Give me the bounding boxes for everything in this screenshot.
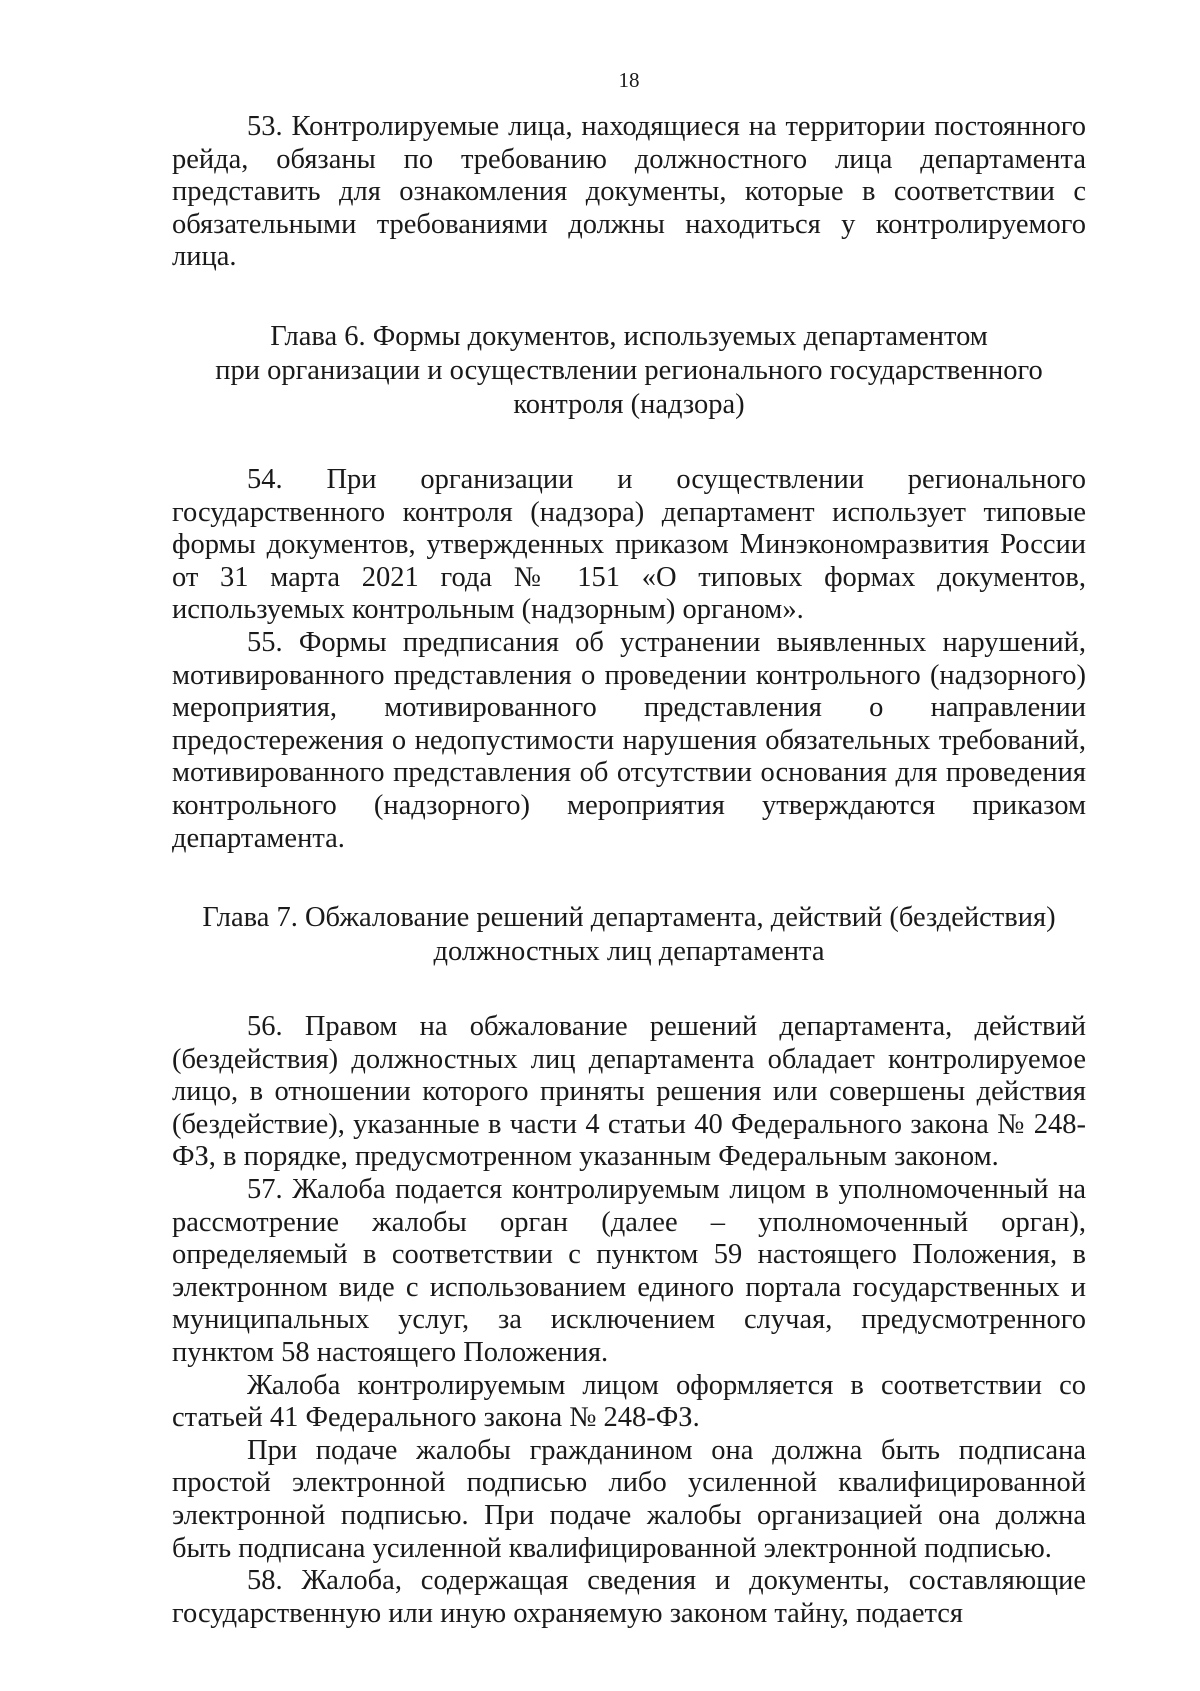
paragraph-54: 54. При организации и осуществлении регионального государственного контроля (надзора) департамент использует типовые формы документов, утвержденных приказом Минэкономразвития России от 31 марта 2021 года № 151 «О типовых формах документов, используемых контрольным (надзорным) органом». [172, 463, 1086, 626]
spacer [172, 969, 1086, 1011]
paragraph-57-signature: При подаче жалобы гражданином она должна быть подписана простой электронной подписью либо усиленной квалифицированной электронной подписью. При подаче жалобы организацией она должна быть подписана усиленной квалифицированной электронной подписью. [172, 1434, 1086, 1564]
chapter-7-heading [172, 901, 1086, 969]
paragraph-57: 57. Жалоба подается контролируемым лицом в уполномоченный на рассмотрение жалобы орган (далее – уполномоченный орган), определяемый в соответствии с пунктом 59 настоящего Положения, в электронном виде с использованием единого портала государственных и муниципальных услуг, за исключением случая, предусмотренного пунктом 58 настоящего Положения. [172, 1174, 1086, 1369]
spacer [172, 274, 1086, 320]
chapter-7-heading-line-2: должностных лиц департамента [433, 936, 825, 968]
chapter-6-heading-line-2: при организации и осуществлении регионального государственного [215, 354, 1043, 386]
paragraph-57-complaint-form: Жалоба контролируемым лицом оформляется в соответствии со статьей 41 Федерального закона № 248-ФЗ. [172, 1369, 1086, 1434]
chapter-6-heading [172, 320, 1086, 422]
chapter-7-heading-line-1: Глава 7. Обжалование решений департамента, действий (бездействия) [202, 902, 1056, 934]
document-page [172, 70, 1086, 1630]
page-number: 18 [618, 68, 640, 92]
chapter-6-heading-line-3: контроля (надзора) [513, 388, 745, 420]
chapter-6-heading-line-1: Глава 6. Формы документов, используемых департаментом [270, 320, 988, 352]
paragraph-53: 53. Контролируемые лица, находящиеся на территории постоянного рейда, обязаны по требованию должностного лица департамента представить для ознакомления документы, которые в соответствии с обязательными требованиями должны находиться у контролируемого лица. [172, 111, 1086, 273]
paragraph-58: 58. Жалоба, содержащая сведения и документы, составляющие государственную или иную охраняемую законом тайну, подается [172, 1565, 1086, 1629]
paragraph-55: 55. Формы предписания об устранении выявленных нарушений, мотивированного представления о проведении контрольного (надзорного) мероприятия, мотивированного представления о направлении предостережения о недопустимости нарушения обязательных требований, мотивированного представления об отсутствии основания для проведения контрольного (надзорного) мероприятия утверждаются приказом департамента. [172, 626, 1086, 854]
spacer [172, 422, 1086, 464]
spacer [172, 855, 1086, 901]
paragraph-56: 56. Правом на обжалование решений департамента, действий (бездействия) должностных лиц департамента обладает контролируемое лицо, в отношении которого приняты решения или совершены действия (бездействие), указанные в части 4 статьи 40 Федерального закона № 248-ФЗ, в порядке, предусмотренном указанным Федеральным законом. [172, 1011, 1086, 1173]
